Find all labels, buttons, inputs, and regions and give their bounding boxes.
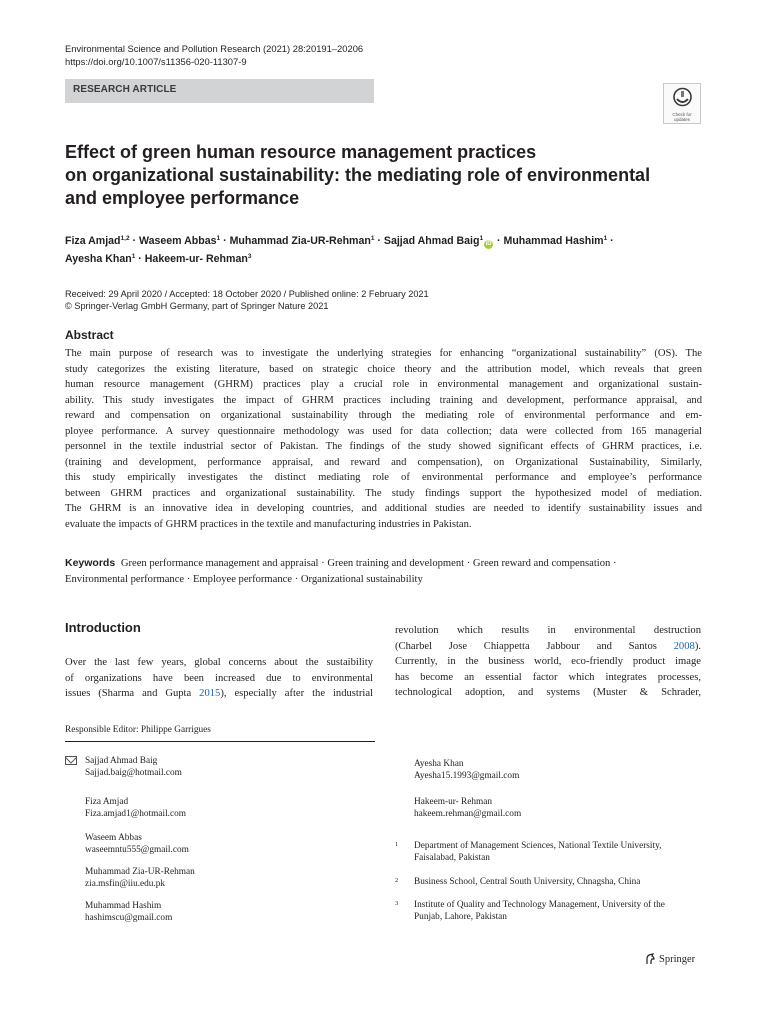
intro-line: issues (Sharma and Gupta 2015), especially after the industrial [65,688,373,699]
responsible-editor: Responsible Editor: Philippe Garrigues [65,725,211,735]
abstract-line: ability. This study investigates the impact of GHRM practices including training and development, performance appraisal, and [65,394,702,406]
contact-email[interactable]: Sajjad.baig@hotmail.com [85,767,182,778]
author-separator: · [135,253,145,265]
contact-email[interactable]: Ayesha15.1993@gmail.com [414,770,520,781]
contact-entry [85,833,189,856]
author-name[interactable]: Ayesha Khan [65,253,132,265]
intro-line: revolution which results in environmental destruction [395,625,701,636]
author-name[interactable]: Waseem Abbas [139,235,217,247]
keywords-label: Keywords [65,557,116,569]
contact-name: Ayesha Khan [414,759,464,769]
author-name[interactable]: Hakeem-ur- Rehman [144,253,248,265]
author-name[interactable]: Muhammad Hashim [503,235,604,247]
author-affiliation: 1 [131,253,136,260]
contact-name: Hakeem-ur- Rehman [414,797,493,807]
contact-entry [414,759,519,782]
contact-name: Muhammad Zia-UR-Rehman [85,867,195,877]
introduction-left-column [65,655,373,702]
abstract-line: human resource management (GHRM) practices play a crucial role in environmental management and organizational sustain- [65,379,702,390]
title-line: and employee performance [65,188,300,208]
publisher-name: Springer [659,953,696,965]
intro-line: Currently, in the business world, eco-friendly product image [395,656,701,667]
introduction-heading: Introduction [65,620,141,635]
orcid-icon[interactable]: iD [485,241,492,247]
contact-entry [414,797,521,820]
contact-name: Fiza Amjad [85,797,129,807]
affiliation-text: Institute of Quality and Technology Management, University of the [414,900,665,910]
abstract-line: ployee performance. A survey questionnaire methodology was used for data collection; data were collected from 165 managerial [65,425,702,437]
title-line: Effect of green human resource management practices [65,142,537,162]
abstract-heading: Abstract [65,328,114,342]
contact-email[interactable]: hakeem.rehman@gmail.com [414,808,522,819]
affiliation-entry [395,877,705,889]
affiliation-text: Department of Management Sciences, National Textile University, [414,841,662,851]
author-affiliation: 1 [603,235,608,242]
abstract-line: The GHRM is an innovative idea in developing countries, and additional studies are needed to identify sustainability issues and [65,503,702,514]
affiliation-entry [395,900,705,923]
affiliation-number: 1 [395,841,399,848]
abstract-line: between GHRM practices and organizational sustainability. The study findings support the hypothesized model of mediation. [65,487,702,499]
journal-citation: Environmental Science and Pollution Research (2021) 28:20191–20206 [65,43,364,54]
title-line: on organizational sustainability: the mediating role of environmental [65,165,651,185]
springer-horse-icon [645,953,656,965]
affiliation-number: 2 [395,877,399,884]
intro-line: (Charbel Jose Chiappetta Jabbour and Santos 2008). [395,640,701,652]
citation-link[interactable]: 2008 [673,640,695,652]
intro-line: of organizations have been increased due to environmental [65,672,373,684]
author-separator: · [494,235,504,247]
citation-link[interactable]: 2015 [199,688,221,699]
article-title [65,141,665,210]
contact-entry [85,901,172,924]
check-for-updates-label: Check for updates [672,112,692,122]
keywords-block [65,555,705,588]
doi-link[interactable]: https://doi.org/10.1007/s11356-020-11307-9 [65,56,247,67]
footnote-divider [65,741,375,742]
author-line-2 [65,249,715,267]
check-for-updates-badge[interactable] [663,83,701,124]
keywords-line: Environmental performance · Employee performance · Organizational sustainability [65,574,423,585]
contact-email[interactable]: waseemntu555@gmail.com [85,844,189,855]
author-line-1 [65,231,715,249]
author-affiliation: 1 [370,235,375,242]
author-name[interactable]: Muhammad Zia-UR-Rehman [229,235,371,247]
contact-name: Waseem Abbas [85,833,142,843]
affiliation-text: Business School, Central South University, Chnagsha, China [414,877,641,887]
author-separator: · [607,235,614,247]
keywords-line [65,555,705,572]
affiliation-text: Faisalabad, Pakistan [414,852,490,863]
envelope-icon [65,756,77,765]
abstract-line: (training and development, performance appraisal, and reward and compensation), on Organizational Sustainability, Similarly, [65,456,702,468]
intro-line: technological adoption, and systems (Muster & Schrader, [395,687,701,698]
author-affiliation: 1 [216,235,221,242]
introduction-right-column [395,623,701,701]
contact-entry [85,756,182,779]
contact-entry [85,797,186,820]
author-list [65,231,715,267]
intro-line: has become an essential factor which integrates processes, [395,671,701,683]
abstract-line: study categorizes the existing literature, based on strategic choice theory and the attribution model, which reveals that green [65,363,702,375]
contact-email[interactable]: hashimscu@gmail.com [85,912,173,923]
abstract-line: this study empirically investigates the distinct mediating role of environmental performance and employee’s performance [65,472,702,483]
contact-name: Sajjad Ahmad Baig [85,756,158,766]
author-separator: · [374,235,384,247]
affiliation-entry [395,841,705,864]
article-type-banner: RESEARCH ARTICLE [65,79,374,103]
history-dates: Received: 29 April 2020 / Accepted: 18 October 2020 / Published online: 2 February 2021 [65,289,429,299]
abstract-line: personnel in the textile industrial sector of Pakistan. The findings of the study showed significant effects of GHRM practices, i.e. [65,441,702,452]
author-separator: · [220,235,230,247]
author-name[interactable]: Fiza Amjad [65,235,121,247]
publication-dates [65,288,429,312]
author-name[interactable]: Sajjad Ahmad Baig [383,235,480,247]
crossmark-icon [673,87,692,109]
springer-logo [645,953,695,965]
copyright-line: © Springer-Verlag GmbH Germany, part of Springer Nature 2021 [65,301,329,311]
contact-entry [85,867,195,890]
author-affiliation: 1 [479,235,484,242]
intro-line: Over the last few years, global concerns about the sustaibility [65,657,373,668]
keywords-text: Green performance management and appraisal · Green training and development · Green reward and compensation · [120,558,617,569]
abstract-line: evaluate the impacts of GHRM practices in the textile and manufacturing industries in Pakistan. [65,518,472,530]
affiliation-text: Punjab, Lahore, Pakistan [414,911,507,922]
abstract-line: The main purpose of research was to investigate the underlying strategies for enhancing “organizational sustainability” (OS). The [65,348,702,359]
contact-name: Muhammad Hashim [85,901,162,911]
author-separator: · [129,235,139,247]
contact-email[interactable]: Fiza.amjad1@hotmail.com [85,808,186,819]
contact-email[interactable]: zia.msfin@iiu.edu.pk [85,878,166,889]
author-affiliation: 1,2 [120,235,130,242]
abstract-line: reward and compensation on organizational sustainability through the mediating role of environmental performance and em- [65,410,702,421]
abstract-body [65,346,702,532]
affiliation-number: 3 [395,900,399,907]
author-affiliation: 3 [247,253,252,260]
